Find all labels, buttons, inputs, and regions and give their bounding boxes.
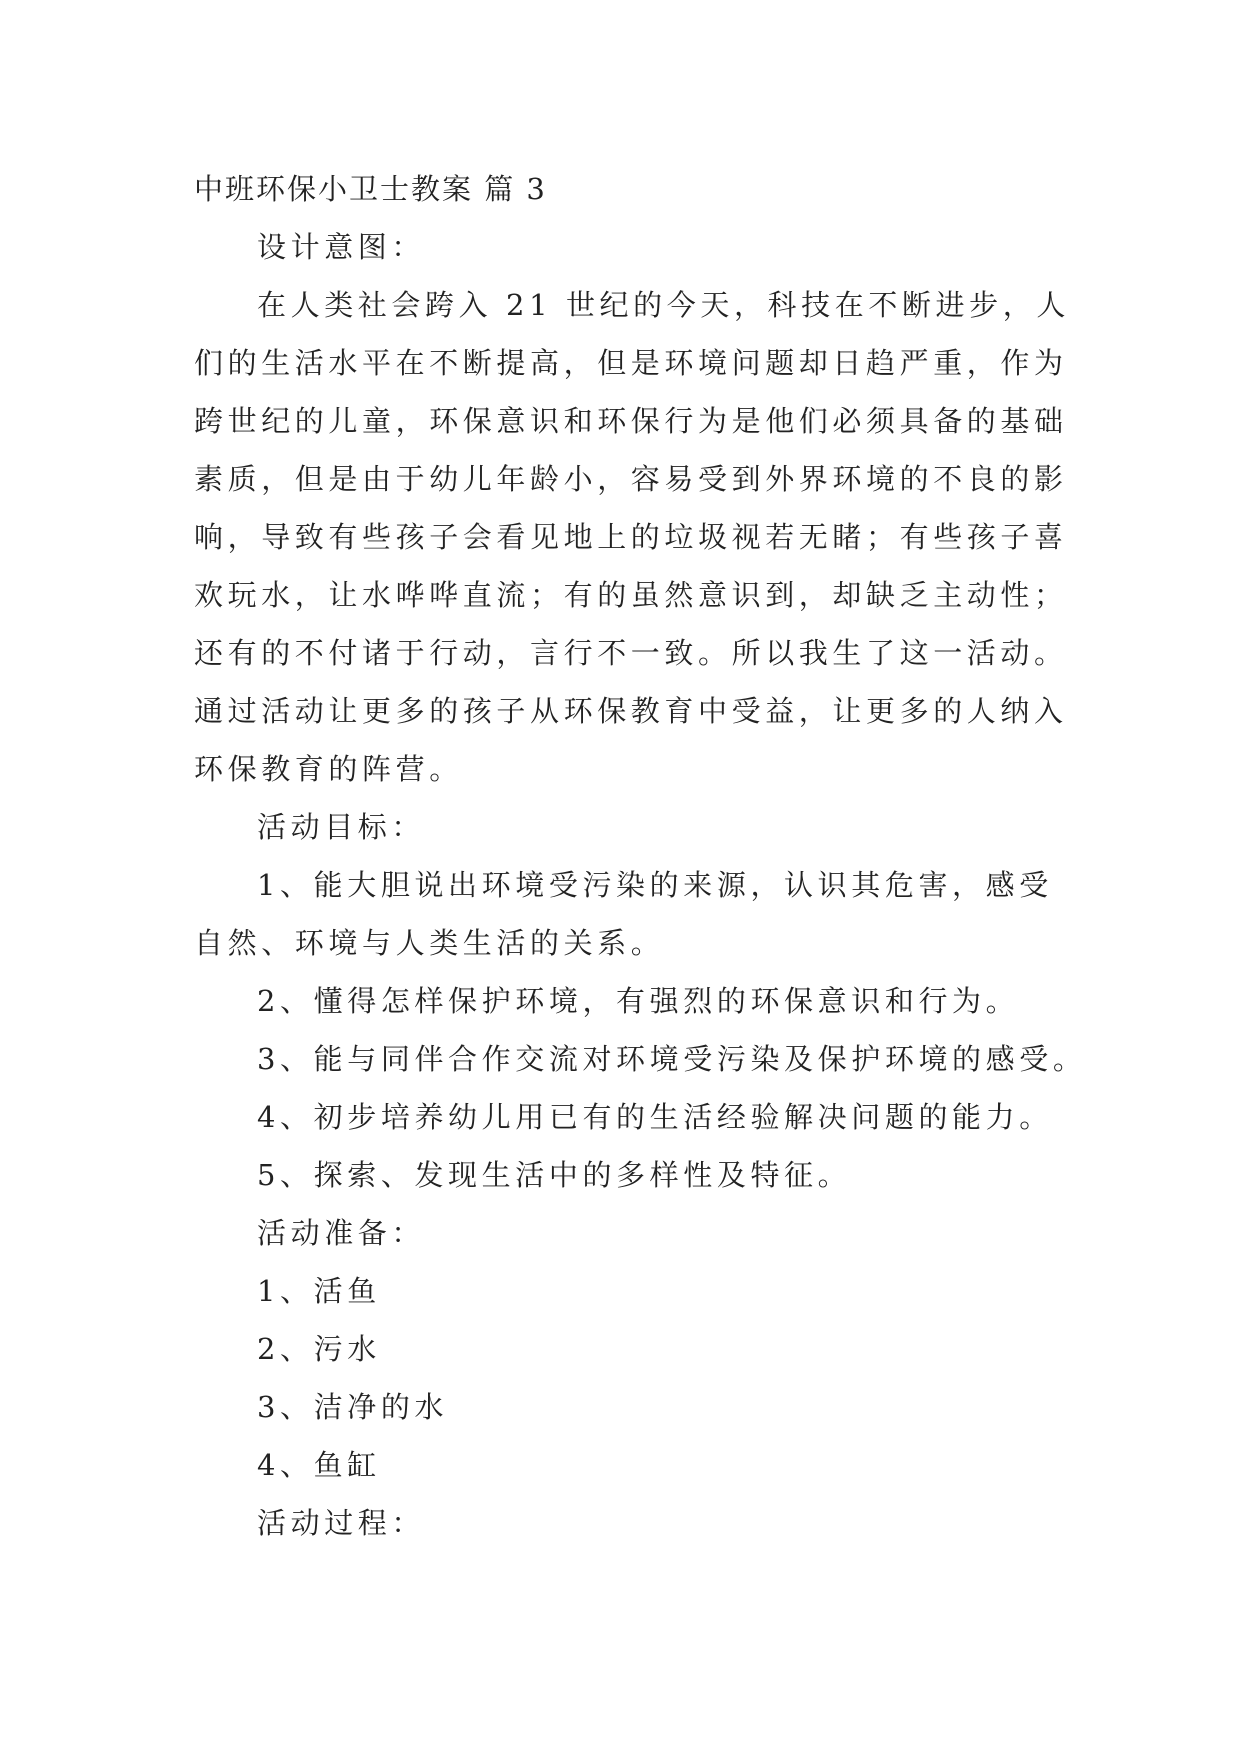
goal-1-line-1: 1、能大胆说出环境受污染的来源，认识其危害，感受 [257,868,1053,902]
goal-2: 2、懂得怎样保护环境，有强烈的环保意识和行为。 [257,984,1020,1018]
goals-heading: 活动目标： [257,810,426,844]
design-line-9: 环保教育的阵营。 [194,752,463,786]
prep-item-1: 1、活鱼 [257,1274,381,1308]
design-paragraph [194,276,1074,798]
design-line-5: 响，导致有些孩子会看见地上的垃圾视若无睹；有些孩子喜 [194,520,1068,554]
process-heading: 活动过程： [257,1506,426,1540]
document-page [194,160,1087,1552]
prep-item-2: 2、污水 [257,1332,381,1366]
design-line-2: 们的生活水平在不断提高，但是环境问题却日趋严重，作为 [194,346,1068,380]
document-title: 中班环保小卫士教案 篇 3 [194,172,547,206]
goal-5: 5、探索、发现生活中的多样性及特征。 [257,1158,852,1192]
prep-item-4: 4、鱼缸 [257,1448,381,1482]
design-line-1: 在人类社会跨入 21 世纪的今天，科技在不断进步，人 [257,288,1070,322]
design-line-4: 素质，但是由于幼儿年龄小，容易受到外界环境的不良的影 [194,462,1068,496]
goal-1-line-2: 自然、环境与人类生活的关系。 [194,926,665,960]
design-line-3: 跨世纪的儿童，环保意识和环保行为是他们必须具备的基础 [194,404,1068,438]
design-line-6: 欢玩水，让水哗哗直流；有的虽然意识到，却缺乏主动性； [194,578,1068,612]
design-line-7: 还有的不付诸于行动，言行不一致。所以我生了这一活动。 [194,636,1068,670]
prep-item-3: 3、洁净的水 [257,1390,449,1424]
goal-4: 4、初步培养幼儿用已有的生活经验解决问题的能力。 [257,1100,1053,1134]
prep-heading: 活动准备： [257,1216,426,1250]
design-heading: 设计意图： [257,230,426,264]
goal-1 [194,856,1074,972]
goal-3: 3、能与同伴合作交流对环境受污染及保护环境的感受。 [257,1042,1087,1076]
design-line-8: 通过活动让更多的孩子从环保教育中受益，让更多的人纳入 [194,694,1068,728]
